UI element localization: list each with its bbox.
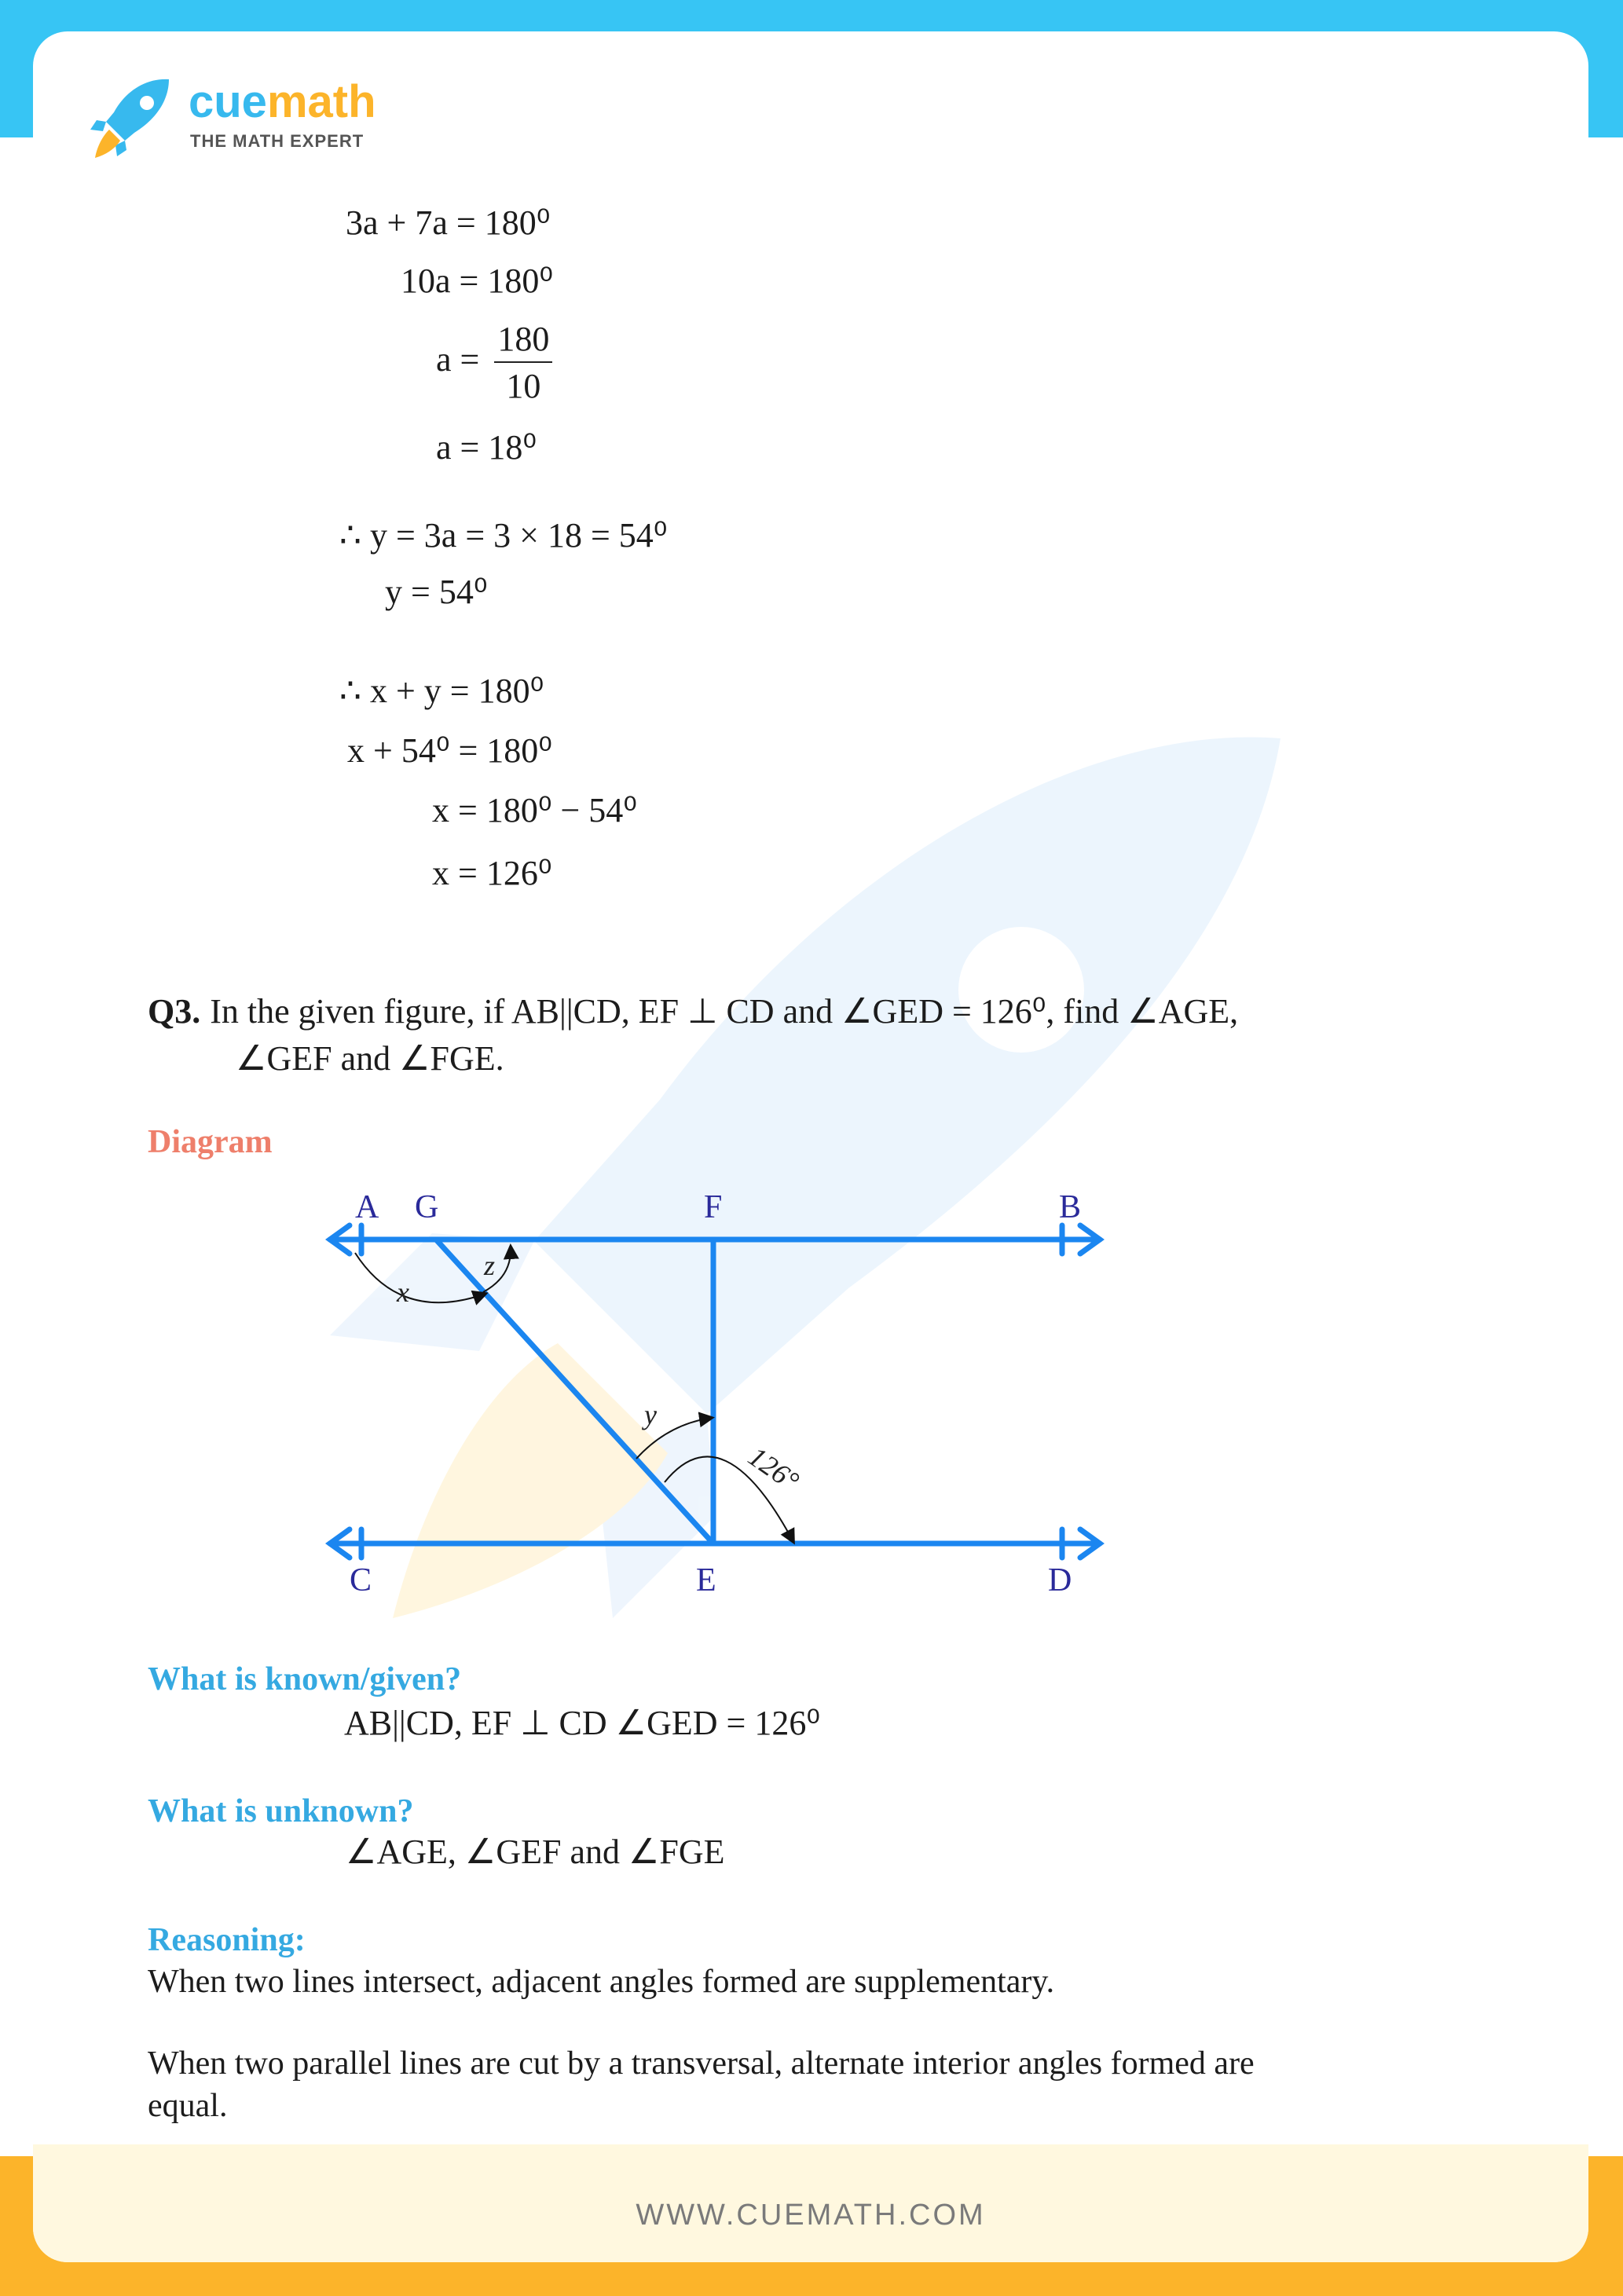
step-7: x + 54⁰ = 180⁰ <box>347 731 552 770</box>
angle-label-y: y <box>644 1399 657 1430</box>
rocket-logo-icon <box>90 75 177 161</box>
label-e: E <box>696 1562 716 1598</box>
step-fraction <box>436 322 552 404</box>
fraction-denominator: 10 <box>506 367 541 405</box>
angle-label-z: z <box>484 1250 496 1281</box>
fraction <box>494 322 552 404</box>
step-6: ∴ x + y = 180⁰ <box>339 672 544 710</box>
fraction-lhs: a = <box>436 340 480 379</box>
label-f: F <box>704 1189 723 1225</box>
fraction-numerator: 180 <box>494 322 552 363</box>
geometry-diagram <box>314 1174 1116 1614</box>
diagram-heading: Diagram <box>148 1124 273 1160</box>
page-footer <box>33 2144 1588 2262</box>
angle-label-x: x <box>397 1276 409 1308</box>
label-c: C <box>350 1562 372 1598</box>
step-3: a = 18⁰ <box>436 428 537 467</box>
unknown-text: ∠AGE, ∠GEF and ∠FGE <box>346 1833 725 1871</box>
question-line-1: In the given figure, if AB||CD, EF ⊥ CD and ∠GED = 126⁰, find ∠AGE, <box>210 992 1239 1031</box>
angle-label-126: 126° <box>742 1440 805 1497</box>
label-b: B <box>1059 1189 1082 1225</box>
known-text: AB||CD, EF ⊥ CD ∠GED = 126⁰ <box>344 1704 820 1742</box>
step-1: 3a + 7a = 180⁰ <box>346 203 551 242</box>
line-ge <box>436 1240 713 1543</box>
logo-wordmark: cuemath <box>189 76 376 127</box>
known-heading: What is known/given? <box>148 1661 462 1697</box>
footer-url[interactable]: WWW.CUEMATH.COM <box>636 2199 986 2232</box>
logo-tagline: THE MATH EXPERT <box>190 131 365 151</box>
step-8: x = 180⁰ − 54⁰ <box>432 791 637 829</box>
step-4: ∴ y = 3a = 3 × 18 = 54⁰ <box>339 516 668 555</box>
arc-x <box>355 1253 485 1302</box>
step-9: x = 126⁰ <box>432 854 552 892</box>
label-g: G <box>415 1189 439 1225</box>
reasoning-line-1: When two lines intersect, adjacent angles formed are supplementary. <box>148 1964 1055 2000</box>
reasoning-line-3: equal. <box>148 2088 228 2124</box>
step-2: 10a = 180⁰ <box>401 262 553 300</box>
reasoning-line-2: When two parallel lines are cut by a transversal, alternate interior angles formed are <box>148 2045 1255 2082</box>
question-line-2: ∠GEF and ∠FGE. <box>236 1039 504 1078</box>
question-number: Q3. <box>148 992 201 1031</box>
label-a: A <box>355 1189 379 1225</box>
unknown-heading: What is unknown? <box>148 1793 414 1829</box>
question-3 <box>148 988 1373 1082</box>
reasoning-heading: Reasoning: <box>148 1922 306 1958</box>
step-5: y = 54⁰ <box>385 573 488 611</box>
cuemath-logo[interactable] <box>90 75 405 161</box>
label-d: D <box>1048 1562 1072 1598</box>
